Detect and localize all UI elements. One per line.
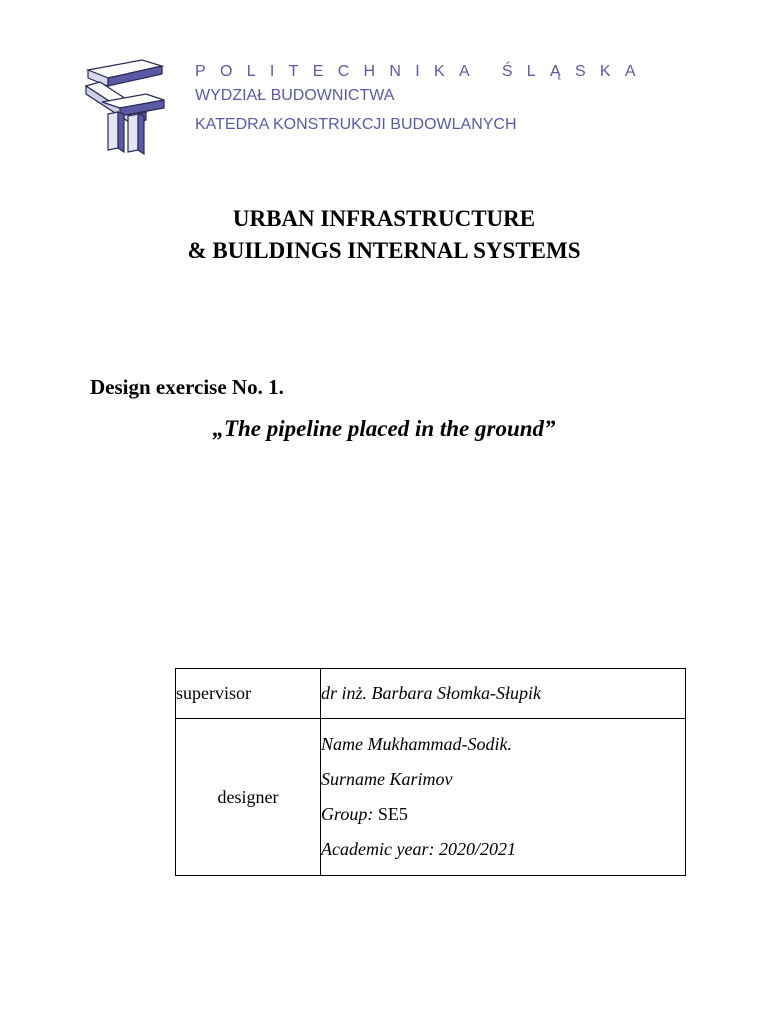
designer-name bbox=[321, 727, 685, 762]
designer-row bbox=[176, 719, 686, 876]
title-line-1: URBAN INFRASTRUCTURE bbox=[232, 206, 536, 231]
group-value: SE5 bbox=[377, 804, 408, 824]
department-name: KATEDRA KONSTRUKCJI BUDOWLANYCH bbox=[195, 116, 517, 133]
name-label: Name bbox=[321, 734, 363, 754]
supervisor-value: dr inż. Barbara Słomka-Słupik bbox=[321, 669, 686, 719]
designer-details bbox=[321, 719, 686, 876]
faculty-name: WYDZIAŁ BUDOWNICTWA bbox=[195, 87, 395, 104]
name-value: Mukhammad-Sodik. bbox=[367, 734, 512, 754]
info-table bbox=[175, 668, 686, 876]
title-line-2: & BUILDINGS INTERNAL SYSTEMS bbox=[187, 238, 581, 263]
designer-label: designer bbox=[176, 719, 321, 876]
year-value: 2020/2021 bbox=[438, 839, 516, 859]
academic-year bbox=[321, 832, 685, 867]
group-label: Group: bbox=[321, 804, 374, 824]
university-logo bbox=[84, 56, 166, 156]
surname-value: Karimov bbox=[389, 769, 453, 789]
exercise-subtitle: „The pipeline placed in the ground” bbox=[212, 416, 556, 441]
designer-group bbox=[321, 797, 685, 832]
exercise-label: Design exercise No. 1. bbox=[90, 375, 284, 399]
university-name: POLITECHNIKA ŚLĄSKA bbox=[195, 63, 650, 80]
year-label: Academic year: bbox=[321, 839, 435, 859]
supervisor-label: supervisor bbox=[176, 669, 321, 719]
surname-label: Surname bbox=[321, 769, 385, 789]
document-title bbox=[0, 203, 768, 267]
designer-surname bbox=[321, 762, 685, 797]
supervisor-row bbox=[176, 669, 686, 719]
